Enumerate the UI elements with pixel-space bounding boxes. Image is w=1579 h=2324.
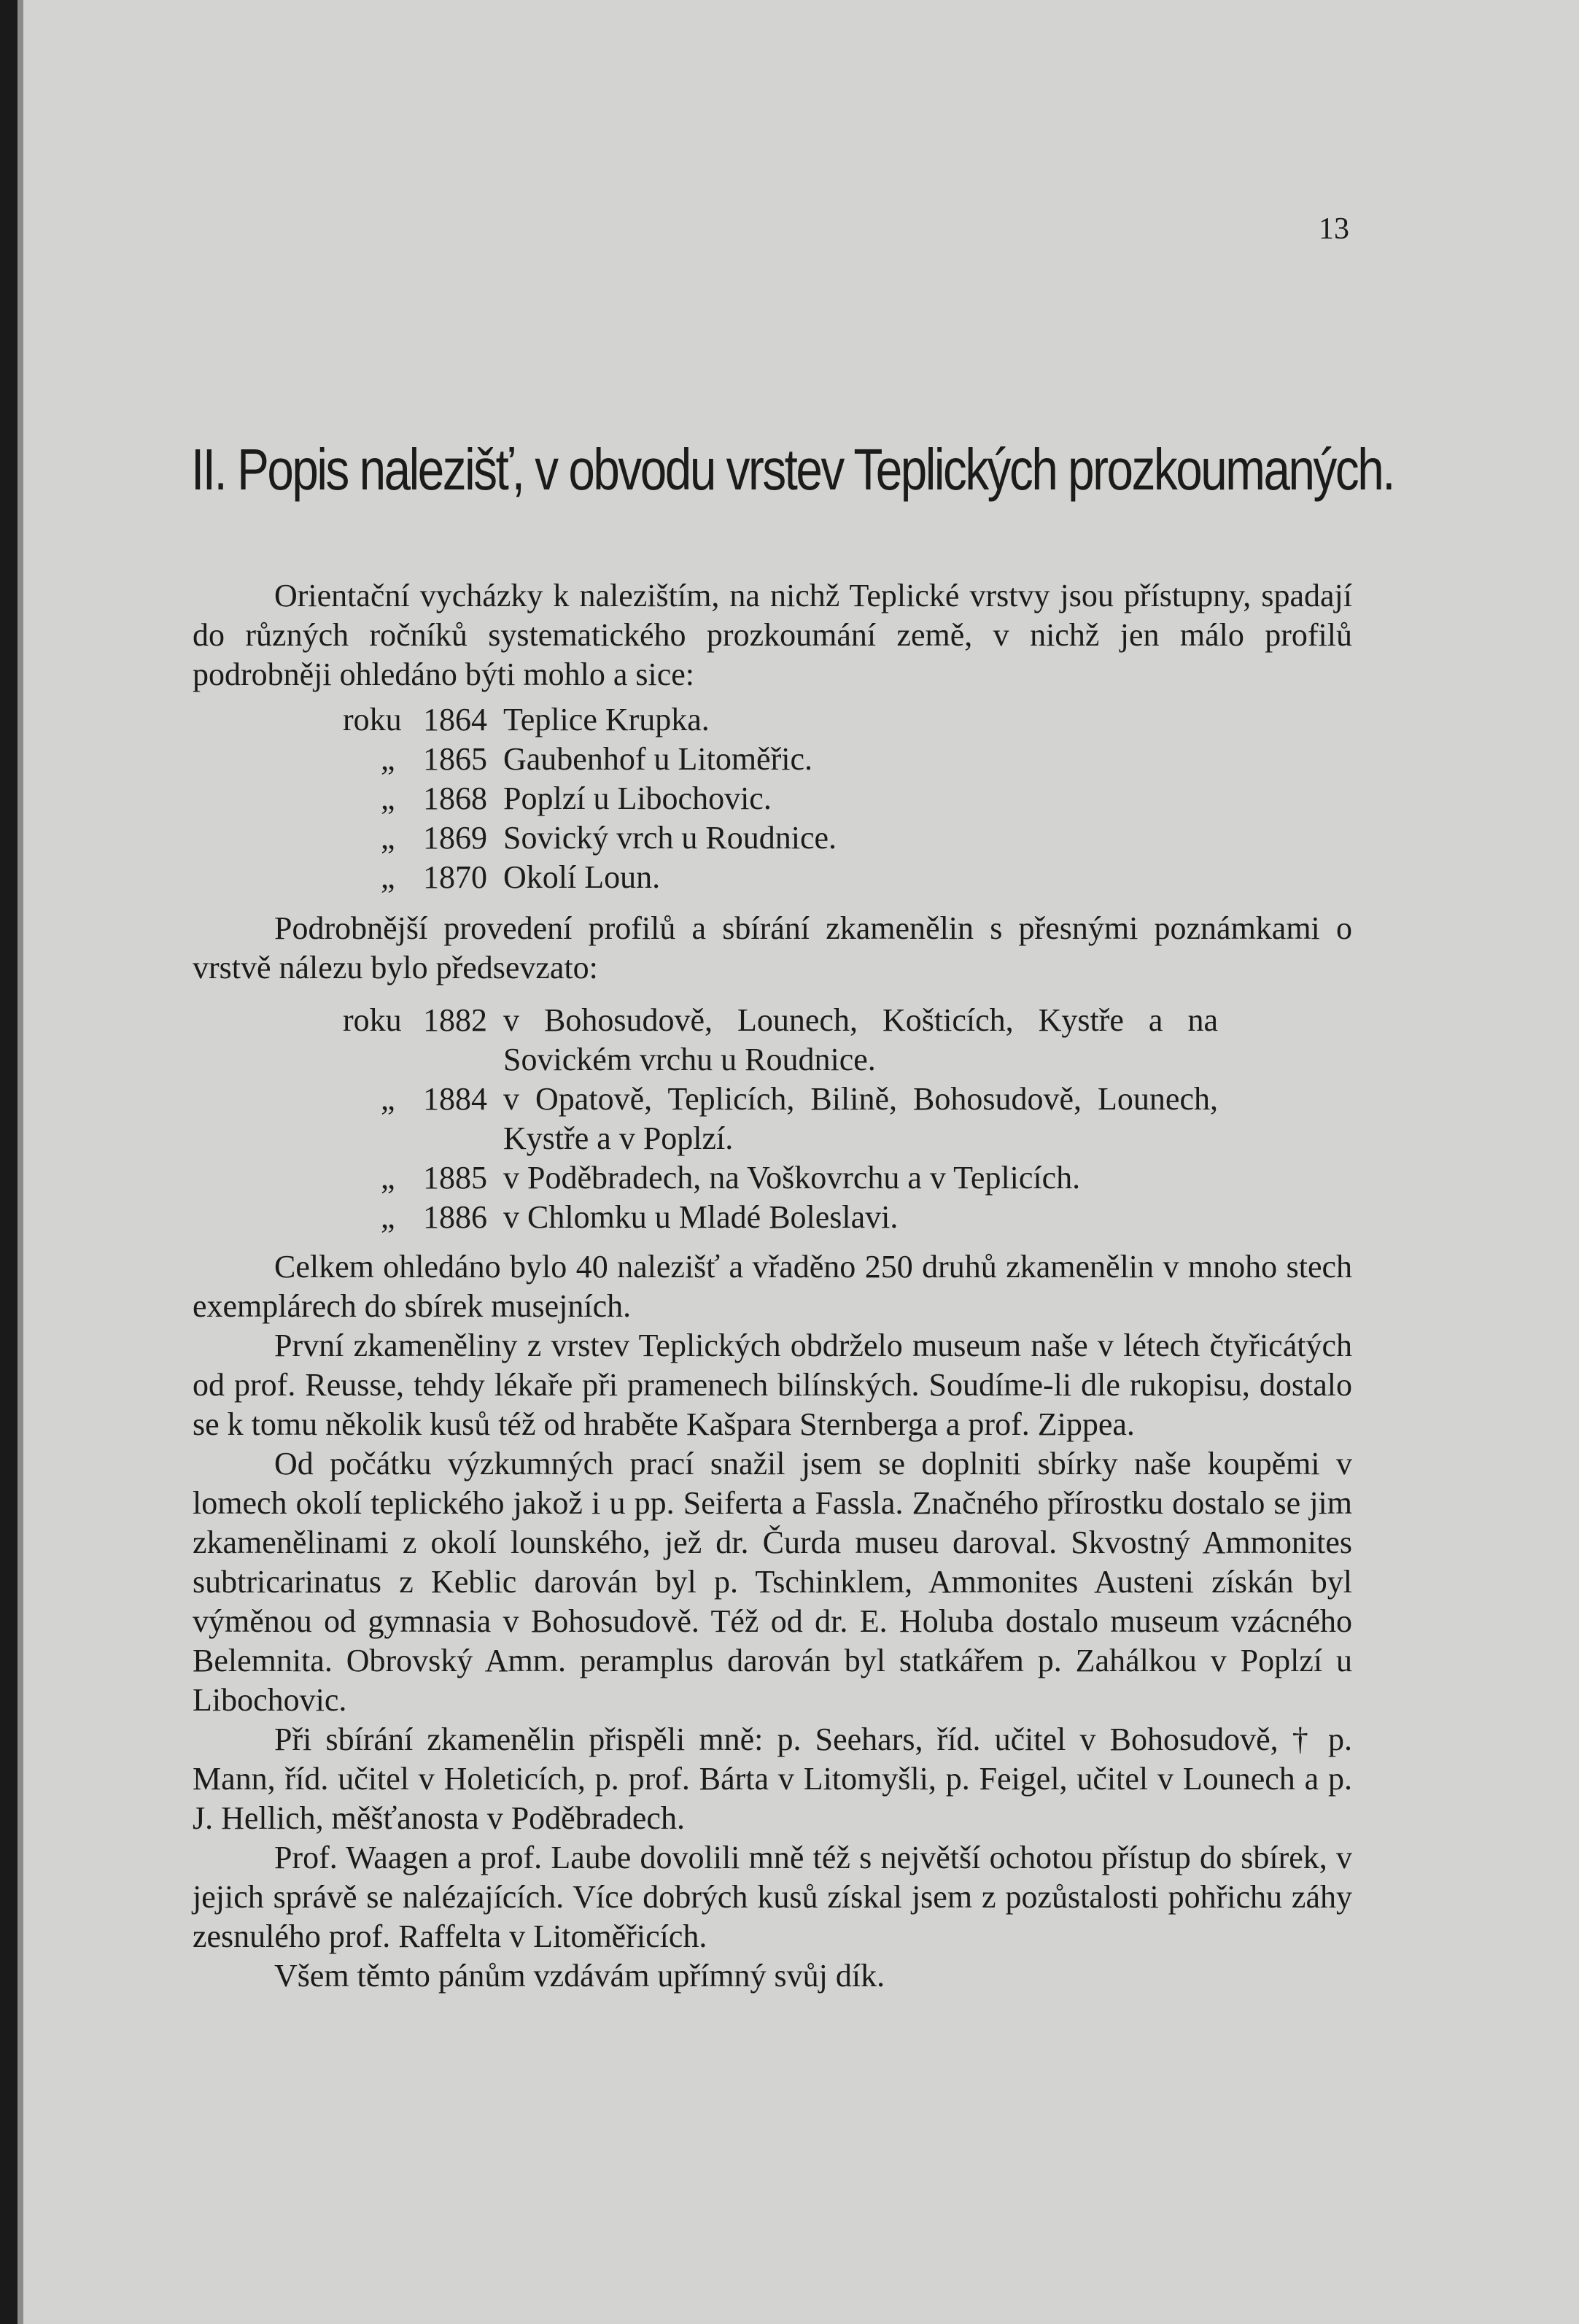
list-item [343,818,1218,858]
detailed-list [343,1001,1218,1237]
intro-block [193,576,1352,694]
list-item-text: Poplzí u Libochovic. [503,781,772,816]
list-item-label: „ [381,781,395,816]
para2-block [193,909,1352,988]
list-item-text: Okolí Loun. [503,859,661,895]
paragraph-first-fossils: První zkameněliny z vrstev Teplických obdrželo museum naše v létech čtyřicátých od prof. Reusse, tehdy lékaře při pramenech bilínských. Soudíme-li dle rukopisu, dostalo se k tomu několik kusů též od hraběte Kašpara Sternberga a prof. Zippea. [193,1328,1352,1442]
list-item [343,1001,1218,1080]
list-item [343,1158,1218,1198]
list-item-year: 1864 [423,702,487,737]
paragraph-access: Prof. Waagen a prof. Laube dovolili mně též s největší ochotou přístup do sbírek, v jejich správě se nalézajících. Více dobrých kusů získal jsem z pozůstalosti pohřichu záhy zesnulého prof. Raffelta v Litoměřicích. [193,1840,1352,1954]
detailed-profiles-paragraph: Podrobnější provedení profilů a sbírání zkamenělin s přesnými poznámkami o vrstvě nálezu bylo předsevzato: [193,910,1352,985]
list-item-year: 1884 [423,1081,487,1117]
list-item [343,700,1218,740]
list-item-year: 1885 [423,1160,487,1196]
list-item-year: 1869 [423,820,487,856]
list-item [343,858,1218,897]
list-item-text: Sovický vrch u Roudnice. [503,820,837,856]
list-item-year: 1868 [423,781,487,816]
list-item-year: 1870 [423,859,487,895]
body-text [193,1247,1352,1996]
list-item-label: „ [381,1160,395,1196]
list-item-year: 1882 [423,1002,487,1038]
list-item-text: Teplice Krupka. [503,702,710,737]
list-item-text: v Opatově, Teplicích, Bilině, Bohosudově, Lounech, Kystře a v Poplzí. [503,1081,1218,1156]
paragraph-thanks: Všem těmto pánům vzdávám upřímný svůj dík. [274,1958,885,1994]
page-number: 13 [1319,212,1349,246]
list-item-label: roku [343,1002,402,1038]
list-item-label: „ [381,741,395,777]
list-item-label: „ [381,1199,395,1235]
paragraph-collection: Od počátku výzkumných prací snažil jsem se doplniti sbírky naše koupěmi v lomech okolí teplického jakož i u pp. Seiferta a Fassla. Značného přírostku dostalo se jim zkamenělinami z okolí lounského, jež dr. Čurda museu daroval. Skvostný Ammonites subtricarinatus z Keblic darován byl p. Tschinklem, Ammonites Austeni získán byl výměnou od gymnasia v Bohosudově. Též od dr. E. Holuba dostalo museum vzácného Belemnita. Obrovský Amm. peramplus darován byl statkářem p. Zahálkou v Poplzí u Libochovic. [193,1446,1352,1718]
list-item [343,1080,1218,1158]
paragraph-contributors: Při sbírání zkamenělin přispěli mně: p. Seehars, říd. učitel v Bohosudově, † p. Mann, říd. učitel v Holeticích, p. prof. Bárta v Litomyšli, p. Feigel, učitel v Lounech a p. J. Hellich, měšťanosta v Poděbradech. [193,1721,1352,1836]
page-edge-shadow [0,0,18,2324]
list-item-label: „ [381,820,395,856]
list-item [343,1198,1218,1237]
list-item-label: „ [381,859,395,895]
list-item-text: v Chlomku u Mladé Boleslavi. [503,1199,899,1235]
list-item-label: roku [343,702,402,737]
list-item-label: „ [381,1081,395,1117]
intro-paragraph: Orientační vycházky k nalezištím, na nichž Teplické vrstvy jsou přístupny, spadají do různých ročníků systematického prozkoumání země, v nichž jen málo profilů podrobněji ohledáno býti mohlo a sice: [193,578,1352,692]
paragraph-summary: Celkem ohledáno bylo 40 nalezišť a vřaděno 250 druhů zkamenělin v mnoho stech exemplárech do sbírek musejních. [193,1249,1352,1324]
list-item-text: Gaubenhof u Litoměřic. [503,741,812,777]
page-edge-gutter [18,0,23,2324]
list-item-text: v Poděbradech, na Voškovrchu a v Teplicích. [503,1160,1081,1196]
list-item [343,779,1218,818]
list-item-year: 1865 [423,741,487,777]
list-item-year: 1886 [423,1199,487,1235]
list-item-text: v Bohosudově, Lounech, Košticích, Kystře a na Sovickém vrchu u Roudnice. [503,1002,1218,1077]
orientation-list [343,700,1218,897]
list-item [343,740,1218,779]
section-heading: II. Popis nalezišť, v obvodu vrstev Teplických prozkoumaných. [191,437,1394,502]
